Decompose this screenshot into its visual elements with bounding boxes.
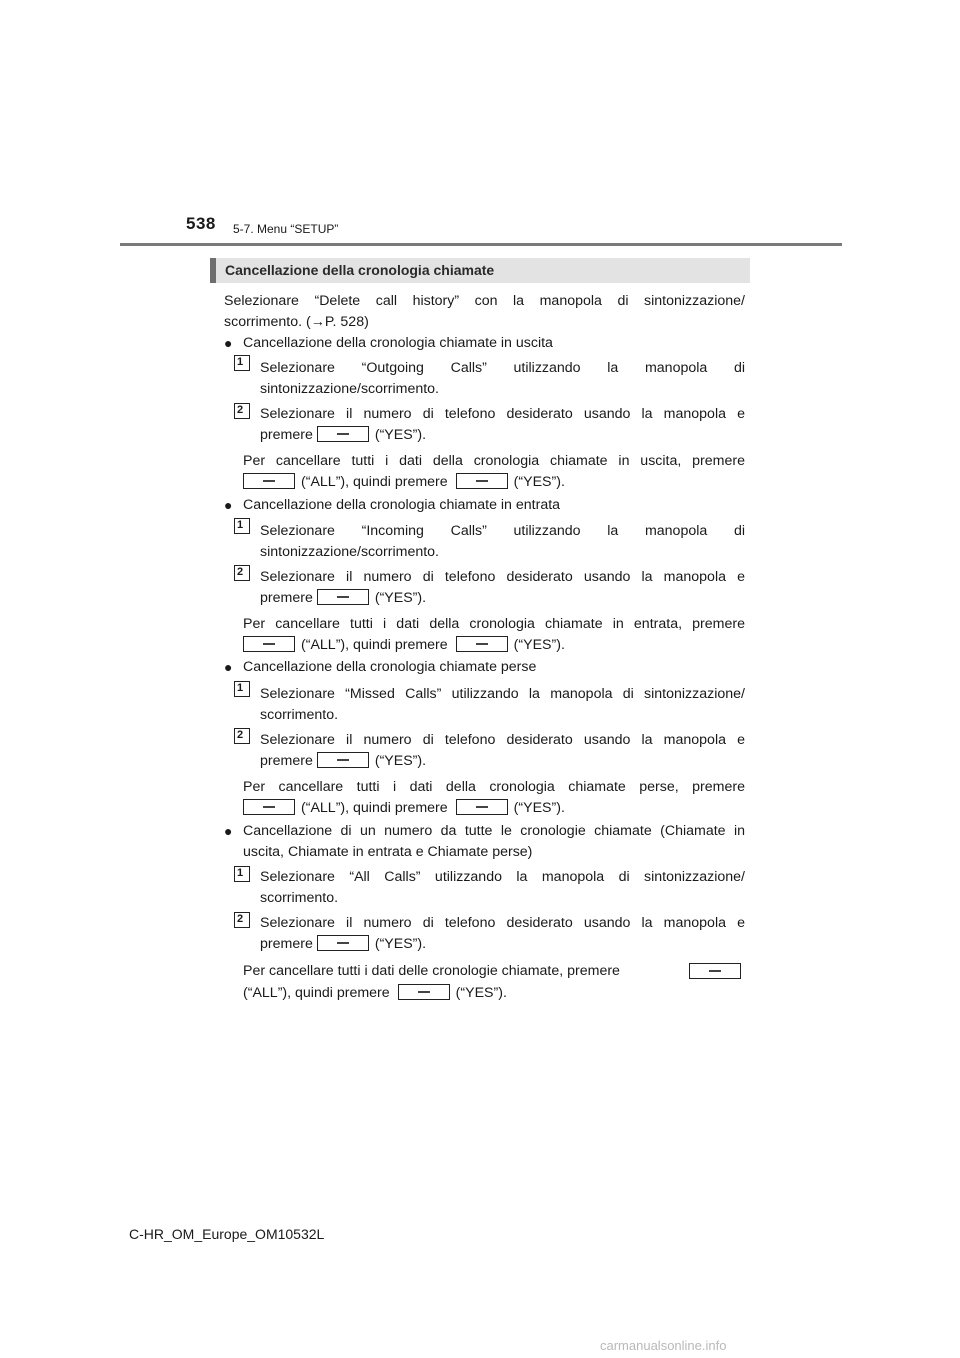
header-divider [120,243,842,246]
step-text: Selezionare il numero di telefono desiderato usando la manopola e [260,569,745,585]
yes-label: (“YES”). [513,474,565,490]
yes-label: (“YES”). [374,936,427,952]
all-label: (“ALL”), quindi premere [301,474,448,490]
step-text: Selezionare il numero di telefono desiderato usando la manopola e [260,406,745,422]
press-label: premere [260,590,313,606]
switch-icon [456,473,508,489]
step-2-icon: 2 [234,912,250,928]
switch-icon [317,589,369,605]
yes-label: (“YES”). [455,985,507,1001]
note-text-keys [243,634,745,656]
step-text: Selezionare il numero di telefono desiderato usando la manopola e [260,915,745,931]
step-text-press [260,933,745,955]
step-1-icon: 1 [234,518,250,534]
note-label: Per cancellare tutti i dati delle cronologie chiamate, premere [243,963,620,979]
heading-accent [210,258,216,283]
bullet-all: Cancellazione di un numero da tutte le cronologie chiamate (Chiamate in [243,823,745,839]
step-text: Selezionare “Missed Calls” utilizzando la manopola di sintonizzazione/ [260,686,745,702]
yes-label: (“YES”). [374,753,427,769]
note-text: Per cancellare tutti i dati della cronologia chiamate in entrata, premere [243,616,745,632]
step-text: scorrimento. [260,707,339,723]
switch-icon [243,473,295,489]
step-text-press [260,587,745,609]
intro-line-1: Selezionare “Delete call history” con la manopola di sintonizzazione/ [224,293,745,309]
bullet-incoming: Cancellazione della cronologia chiamate in entrata [243,497,561,513]
bullet-outgoing: Cancellazione della cronologia chiamate in uscita [243,335,553,351]
bullet-icon: ● [224,823,233,839]
note-text: Per cancellare tutti i dati della cronologia chiamate perse, premere [243,779,745,795]
step-1-icon: 1 [234,866,250,882]
switch-icon [317,935,369,951]
step-1-icon: 1 [234,355,250,371]
step-text: Selezionare “All Calls” utilizzando la manopola di sintonizzazione/ [260,869,745,885]
document-footer: C-HR_OM_Europe_OM10532L [129,1226,325,1242]
all-label: (“ALL”), quindi premere [301,800,448,816]
press-label: premere [260,753,313,769]
switch-icon [689,963,741,979]
switch-icon [317,426,369,442]
note-text-keys [243,471,745,493]
step-text: Selezionare “Outgoing Calls” utilizzando la manopola di [260,360,745,376]
yes-label: (“YES”). [513,800,565,816]
press-label: premere [260,936,313,952]
note-text [243,960,745,982]
step-text: scorrimento. [260,890,339,906]
step-text: sintonizzazione/scorrimento. [260,544,439,560]
note-text-keys [243,982,745,1004]
note-text-keys [243,797,745,819]
section-heading-bar [210,258,750,283]
step-text: sintonizzazione/scorrimento. [260,381,439,397]
section-header: 5-7. Menu “SETUP” [233,222,339,236]
switch-icon [456,636,508,652]
step-2-icon: 2 [234,728,250,744]
bullet-all-cont: uscita, Chiamate in entrata e Chiamate perse) [243,844,533,860]
step-2-icon: 2 [234,403,250,419]
intro-line-2: scorrimento. (→P. 528) [224,314,369,330]
switch-icon [243,799,295,815]
switch-icon [317,752,369,768]
yes-label: (“YES”). [374,427,427,443]
watermark: carmanualsonline.info [600,1338,727,1353]
switch-icon [398,984,450,1000]
step-2-icon: 2 [234,565,250,581]
bullet-missed: Cancellazione della cronologia chiamate perse [243,659,537,675]
yes-label: (“YES”). [513,637,565,653]
note-text: Per cancellare tutti i dati della cronologia chiamate in uscita, premere [243,453,745,469]
bullet-icon: ● [224,659,233,675]
step-text: Selezionare il numero di telefono desiderato usando la manopola e [260,732,745,748]
yes-label: (“YES”). [374,590,427,606]
step-text-press [260,750,745,772]
all-label: (“ALL”), quindi premere [301,637,448,653]
bullet-icon: ● [224,335,233,351]
step-text: Selezionare “Incoming Calls” utilizzando la manopola di [260,523,745,539]
step-text-press [260,424,745,446]
bullet-icon: ● [224,497,233,513]
switch-icon [243,636,295,652]
step-1-icon: 1 [234,681,250,697]
switch-icon [456,799,508,815]
page-number: 538 [186,214,216,233]
press-label: premere [260,427,313,443]
all-label: (“ALL”), quindi premere [243,985,390,1001]
section-heading: Cancellazione della cronologia chiamate [225,262,495,278]
